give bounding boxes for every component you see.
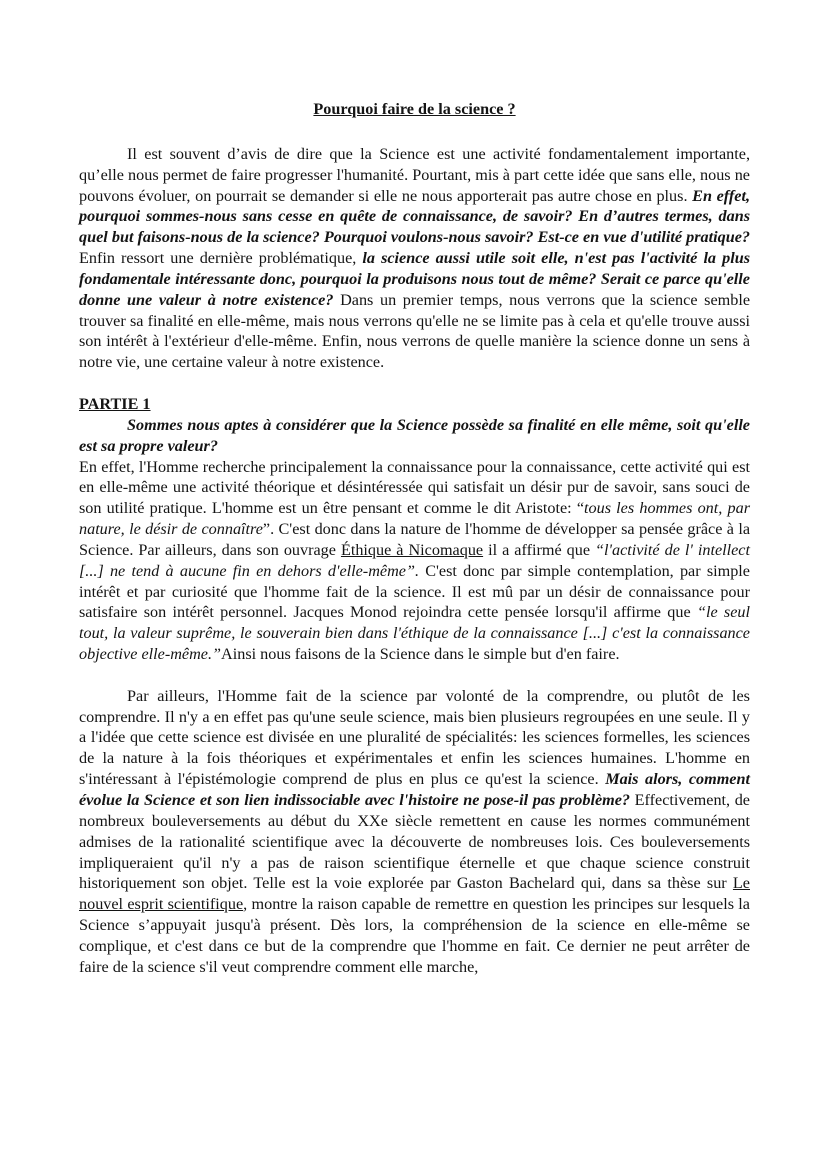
text-run: Enfin ressort une dernière problématique,: [79, 249, 363, 268]
text-run: C'est donc par simple contemplation, par simple intérêt et par curiosité que l'homme fait de la science. Il est mû par un désir de connaissance pour satisfaire son intérêt personnel. Jacques Monod rejoindra cette pensée lorsqu'il affirme que: [79, 561, 750, 622]
paragraph-spacer: [79, 665, 750, 686]
text-run: En effet, l'Homme recherche principalement la connaissance pour la connaissance, cette activité qui est en elle-même une activité théorique et désintéressée qui satisfait un désir pur de savoir, sans souci de son utilité pratique. L'homme est un être pensant et comme le dit Aristote: “: [79, 457, 750, 518]
text-run: Effectivement, de nombreux bouleversements au début du XXe siècle remettent en cause les normes communément admises de la rationalité scientifique avec la découverte de nombreuses lois. Ces bouleversements impliqueraient qu'il n'y a pas de raison scientifique éternelle et que chaque science construit historiquement son objet. Telle est la voie explorée par Gaston Bachelard qui, dans sa thèse sur: [79, 791, 750, 893]
document-page: [79, 99, 750, 978]
emphasized-question: Mais alors, comment évolue la Science et son lien indissociable avec l'histoire ne pose-il pas problème?: [79, 770, 750, 809]
emphasized-question: la science aussi utile soit elle, n'est pas l'activité la plus fondamentale intéressante donc, pourquoi la produisons nous tout de même? Serait ce parce qu'elle donne une valeur à notre existence?: [79, 249, 750, 309]
text-run: Il est souvent d’avis de dire que la Science est une activité fondamentalement importante, qu’elle nous permet de faire progresser l'humanité. Pourtant, mis à part cette idée que sans elle, nous ne pouvons évoluer, on pourrait se demander si elle ne nous apporterait pas autre chose en plus.: [79, 144, 750, 205]
part-1-heading: PARTIE 1: [79, 394, 151, 413]
text-run: ”. C'est donc dans la nature de l'homme de développer sa pensée grâce à la Science. Par ailleurs, dans son ouvrage: [79, 520, 751, 559]
quotation: tous les hommes ont, par nature, le désir de connaître: [79, 499, 750, 539]
text-run: Par ailleurs, l'Homme fait de la science par volonté de la comprendre, ou plutôt de les comprendre. Il n'y a en effet pas qu'une seule science, mais bien plusieurs regroupées en une seule. Il y a l'idée que cette science est divisée en une pluralité de spécialités: les sciences formelles, les sciences de la nature à la fois théoriques et expérimentales et enfin les sciences humaines. L'homme en s'intéressant à l'épistémologie comprend de plus en plus ce qu'est la science.: [79, 686, 750, 789]
book-title: Le nouvel esprit scientifique: [79, 874, 750, 914]
text-run: Ainsi nous faisons de la Science dans le simple but d'en faire.: [221, 645, 620, 664]
intro-paragraph: [79, 144, 750, 373]
emphasized-question: En effet, pourquoi sommes-nous sans cesse en quête de connaissance, de savoir? En d’autres termes, dans quel but faisons-nous de la science? Pourquoi voulons-nous savoir? Est-ce en vue d'utilité pratique?: [79, 186, 750, 247]
book-title: Éthique à Nicomaque: [340, 540, 484, 559]
document-title: Pourquoi faire de la science ?: [313, 100, 516, 118]
quotation: “l'activité de l' intellect [...] ne tend à aucune fin en dehors d'elle-même”.: [79, 540, 750, 580]
text-run: Dans un premier temps, nous verrons que la science semble trouver sa finalité en elle-même, mais nous verrons qu'elle ne se limite pas à cela et qu'elle trouve aussi son intérêt à l'extérieur d'elle-même. Enfin, nous verrons de quelle manière la science donne un sens à notre vie, une certaine valeur à notre existence.: [79, 290, 750, 372]
paragraph-spacer: [79, 373, 750, 394]
part-1-question: Sommes nous aptes à considérer que la Science possède sa finalité en elle même, soit qu'elle est sa propre valeur?: [79, 415, 750, 455]
text-run: , montre la raison capable de remettre en question les principes sur lesquels la Science s’appuyait jusqu'à présent. Dès lors, la compréhension de la science en elle-même se complique, et c'est dans ce but de la comprendre que l'homme en fait. Ce dernier ne peut arrêter de faire de la science s'il veut comprendre comment elle marche,: [79, 895, 750, 976]
quotation: “le seul tout, la valeur suprême, le souverain bien dans l'éthique de la connaissance [...] c'est la connaissance objective elle-même.”: [79, 603, 750, 664]
part-1-paragraph-2: [79, 686, 750, 978]
text-run: il a affirmé que: [483, 540, 596, 559]
part-1-paragraph-1: [79, 457, 750, 665]
